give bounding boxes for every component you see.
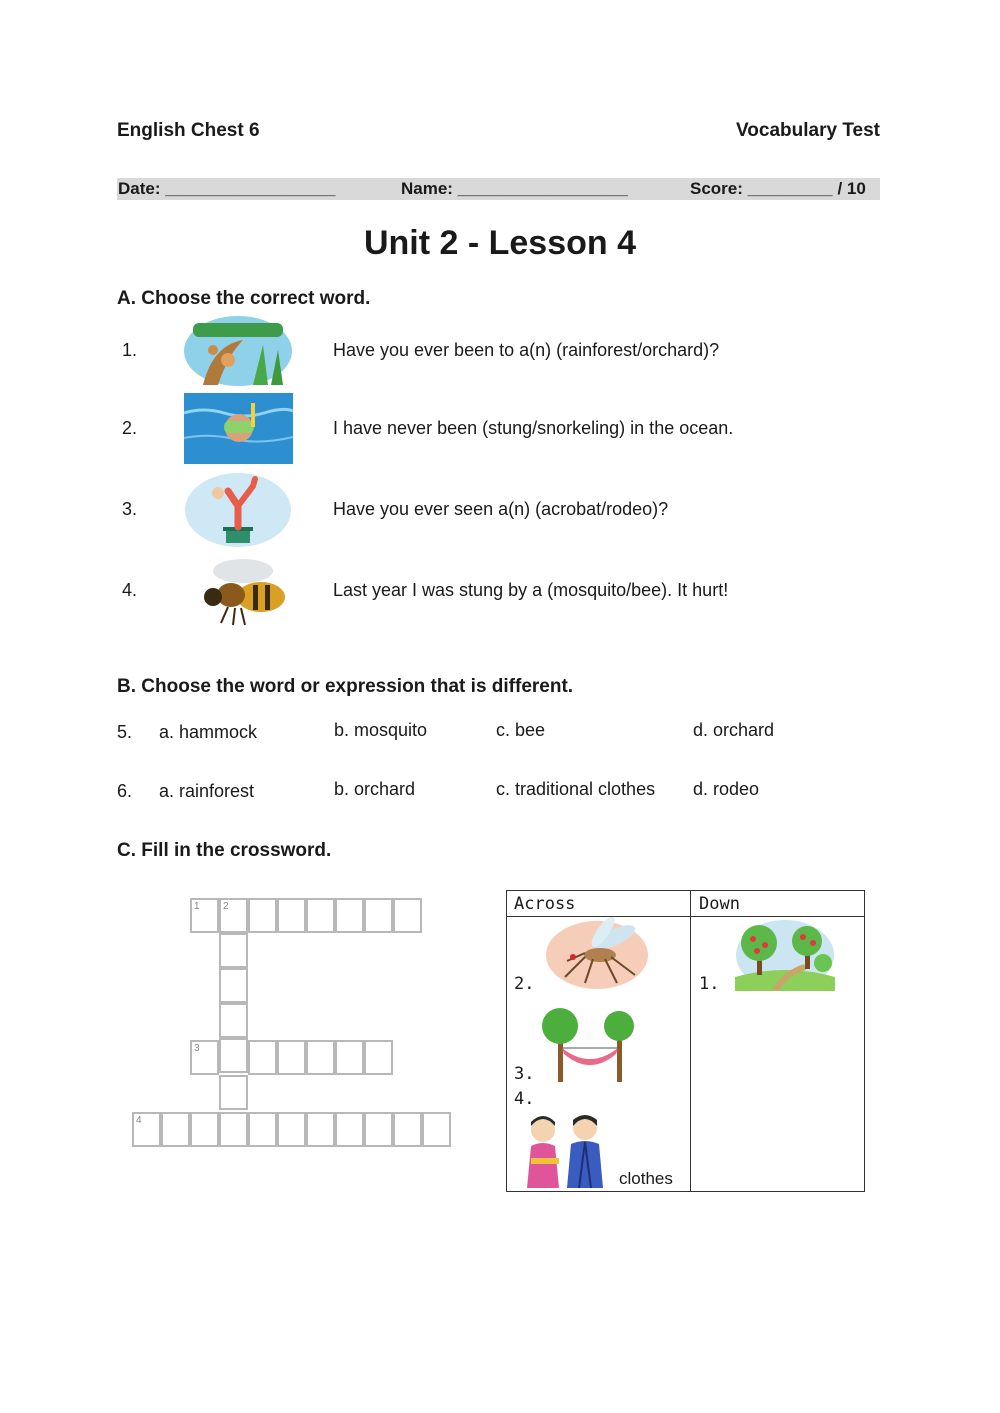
bee-picture (183, 553, 293, 631)
crossword-cell[interactable] (248, 898, 277, 933)
crossword-cell-number: 2 (223, 901, 229, 912)
question-1-number: 1. (122, 340, 138, 360)
question-5-option-b[interactable]: b. mosquito (334, 720, 428, 740)
crossword-cell[interactable] (335, 1112, 364, 1147)
down-heading: Down (699, 894, 740, 914)
question-3-number: 3. (122, 499, 138, 519)
section-a-heading: A. Choose the correct word. (117, 288, 371, 309)
question-4-number: 4. (122, 580, 138, 600)
question-2-text: I have never been (stung/snorkeling) in the ocean. (333, 418, 734, 438)
rainforest-picture (183, 315, 293, 387)
acrobat-picture (183, 471, 293, 549)
question-6-option-a[interactable]: a. rainforest (159, 781, 255, 801)
crossword-cell[interactable] (219, 898, 248, 933)
crossword-cell[interactable] (248, 1112, 277, 1147)
traditional-clothes-picture (517, 1112, 619, 1188)
page-title: Unit 2 - Lesson 4 (363, 224, 637, 262)
crossword-cell[interactable] (219, 1038, 248, 1073)
question-6-option-b[interactable]: b. orchard (334, 779, 416, 799)
crossword-cell[interactable] (219, 1075, 248, 1110)
crossword-cell[interactable] (393, 898, 422, 933)
crossword-cell[interactable] (190, 1112, 219, 1147)
crossword-cell[interactable] (277, 898, 306, 933)
question-5-option-c[interactable]: c. bee (496, 720, 546, 740)
hammock-picture (538, 1008, 636, 1082)
mosquito-picture (545, 917, 649, 991)
question-3-text: Have you ever seen a(n) (acrobat/rodeo)? (333, 499, 669, 519)
question-6-option-c[interactable]: c. traditional clothes (496, 779, 656, 799)
crossword-cell[interactable] (219, 1003, 248, 1038)
crossword-cell[interactable] (132, 1112, 161, 1147)
crossword-cell[interactable] (393, 1112, 422, 1147)
test-type: Vocabulary Test (736, 120, 880, 141)
question-5-option-a[interactable]: a. hammock (159, 722, 258, 742)
question-2-number: 2. (122, 418, 138, 438)
clue-divider (690, 890, 691, 1192)
across-clue-4-number: 4. (514, 1089, 535, 1109)
crossword-cell[interactable] (190, 898, 219, 933)
crossword-cell[interactable] (335, 898, 364, 933)
crossword-cell[interactable] (190, 1040, 219, 1075)
crossword-cell-number: 3 (194, 1043, 200, 1054)
crossword-cell[interactable] (219, 933, 248, 968)
question-6-option-d[interactable]: d. rodeo (693, 779, 760, 799)
crossword-cell[interactable] (277, 1040, 306, 1075)
crossword-cell[interactable] (364, 898, 393, 933)
question-6-number: 6. (117, 781, 133, 801)
snorkeling-picture (184, 393, 293, 464)
section-b-heading: B. Choose the word or expression that is different. (117, 676, 574, 697)
course-name: English Chest 6 (117, 120, 260, 141)
orchard-picture (735, 917, 835, 991)
score-field[interactable]: Score: _________ / 10 (690, 179, 866, 198)
question-5-option-d[interactable]: d. orchard (693, 720, 775, 740)
crossword-cell[interactable] (277, 1112, 306, 1147)
question-5-number: 5. (117, 722, 133, 742)
crossword-cell[interactable] (306, 1112, 335, 1147)
question-1-text: Have you ever been to a(n) (rainforest/orchard)? (333, 340, 720, 360)
crossword-cell[interactable] (161, 1112, 190, 1147)
across-heading: Across (514, 894, 576, 914)
crossword-cell[interactable] (248, 1040, 277, 1075)
crossword-cell[interactable] (219, 1112, 248, 1147)
crossword-cell[interactable] (219, 968, 248, 1003)
across-clue-2-number: 2. (514, 974, 535, 994)
down-clue-1-number: 1. (699, 974, 720, 994)
across-clue-3-number: 3. (514, 1064, 535, 1084)
across-clue-4-suffix: clothes (619, 1169, 673, 1188)
crossword-cell[interactable] (335, 1040, 364, 1075)
crossword-cell-number: 4 (136, 1115, 142, 1126)
question-4-text: Last year I was stung by a (mosquito/bee). It hurt! (333, 580, 729, 600)
date-field[interactable]: Date: __________________ (118, 179, 336, 198)
crossword-cell[interactable] (364, 1040, 393, 1075)
crossword-cell[interactable] (422, 1112, 451, 1147)
crossword-cell-number: 1 (194, 901, 200, 912)
crossword-cell[interactable] (306, 898, 335, 933)
crossword-cell[interactable] (364, 1112, 393, 1147)
section-c-heading: C. Fill in the crossword. (117, 840, 332, 861)
crossword-cell[interactable] (306, 1040, 335, 1075)
name-field[interactable]: Name: __________________ (401, 179, 628, 198)
